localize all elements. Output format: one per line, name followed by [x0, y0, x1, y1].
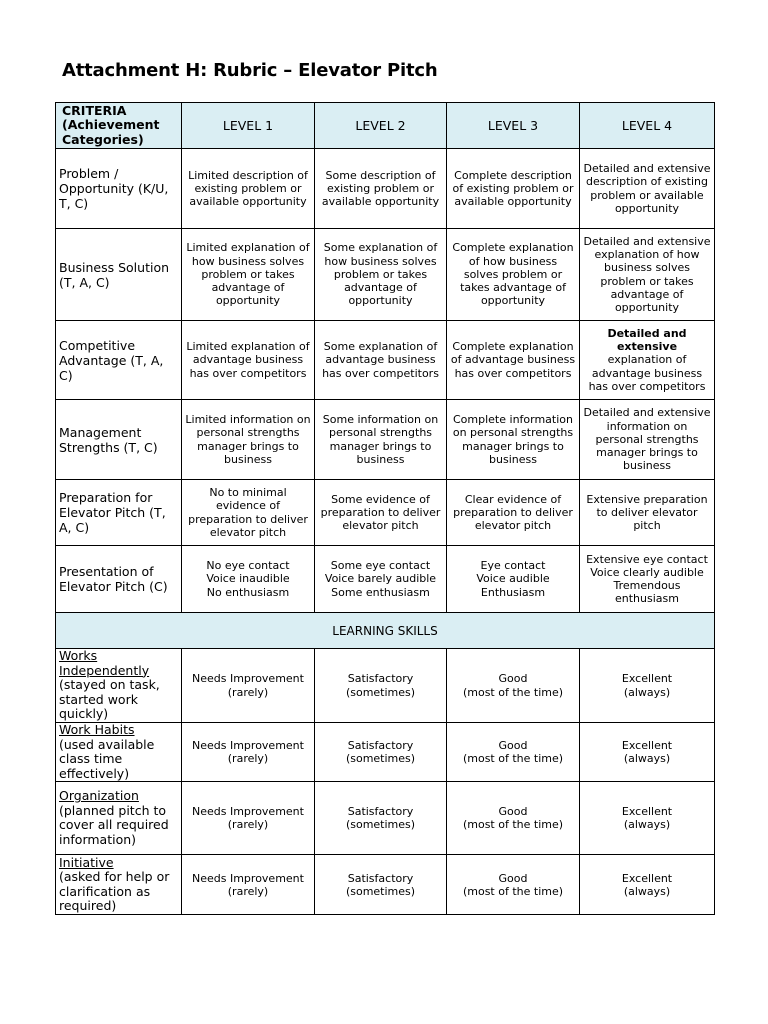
criterion-row-business-solution: [56, 229, 715, 321]
level-label: Satisfactory: [347, 672, 414, 686]
level-label: Needs Improvement: [192, 672, 304, 686]
cell-line: Extensive eye contact: [586, 552, 708, 566]
document-title: Attachment H: Rubric – Elevator Pitch: [62, 60, 438, 81]
level-3-cell: Clear evidence of preparation to deliver elevator pitch: [447, 480, 580, 546]
level-label: Excellent: [621, 805, 673, 819]
level-label: Needs Improvement: [192, 738, 304, 752]
criterion-label: Business Solution (T, A, C): [56, 229, 182, 321]
level-4-header: LEVEL 4: [580, 103, 715, 149]
cell-line: Some eye contact: [330, 559, 431, 573]
cell-line: Some enthusiasm: [331, 585, 430, 599]
skill-label: [56, 855, 182, 915]
level-frequency: (most of the time): [462, 752, 564, 766]
level-2-cell: Some explanation of advantage business has over competitors: [315, 321, 447, 400]
level-4-cell: Extensive preparation to deliver elevator pitch: [580, 480, 715, 546]
cell-line: Eye contact: [480, 559, 546, 573]
level-4-cell: [580, 546, 715, 613]
level-4-cell: Detailed and extensive explanation of how business solves problem or takes advantage of opportunity: [580, 229, 715, 321]
level-1-cell: Limited information on personal strengths manager brings to business: [182, 400, 315, 480]
cell-line: Voice clearly audible: [590, 565, 704, 579]
rubric-table: [55, 102, 715, 915]
cell-line: No enthusiasm: [206, 585, 290, 599]
skill-description: (asked for help or clarification as required): [59, 869, 170, 914]
level-frequency: (sometimes): [345, 818, 416, 832]
level-label: Excellent: [621, 672, 673, 686]
level-4-text: explanation of advantage business has over competitors: [588, 353, 706, 393]
skill-row-work-habits: [56, 723, 715, 782]
level-label: Needs Improvement: [192, 805, 304, 819]
criterion-row-management-strengths: [56, 400, 715, 480]
skill-label: [56, 723, 182, 782]
skill-level-3-cell: [447, 782, 580, 855]
skill-level-3-cell: [447, 855, 580, 915]
level-2-cell: Some explanation of how business solves problem or takes advantage of opportunity: [315, 229, 447, 321]
level-4-cell: [580, 321, 715, 400]
level-2-header: LEVEL 2: [315, 103, 447, 149]
level-frequency: (always): [623, 884, 671, 898]
level-3-cell: Complete explanation of how business solves problem or takes advantage of opportunity: [447, 229, 580, 321]
skill-description: (planned pitch to cover all required information): [59, 802, 169, 847]
criterion-row-competitive-advantage: [56, 321, 715, 400]
level-label: Excellent: [621, 738, 673, 752]
criterion-label: Preparation for Elevator Pitch (T, A, C): [56, 480, 182, 546]
level-frequency: (sometimes): [345, 685, 416, 699]
level-frequency: (sometimes): [345, 752, 416, 766]
skill-label: [56, 649, 182, 723]
skill-label: [56, 782, 182, 855]
skill-level-2-cell: [315, 723, 447, 782]
level-frequency: (sometimes): [345, 884, 416, 898]
criterion-label: Problem / Opportunity (K/U, T, C): [56, 149, 182, 229]
learning-skills-heading: LEARNING SKILLS: [56, 613, 715, 649]
criterion-row-problem: [56, 149, 715, 229]
cell-line: Enthusiasm: [480, 585, 546, 599]
level-label: Good: [498, 672, 528, 686]
level-frequency: (always): [623, 818, 671, 832]
level-3-cell: Complete information on personal strengths manager brings to business: [447, 400, 580, 480]
skill-name: Work Habits: [59, 722, 135, 737]
level-1-cell: Limited description of existing problem or available opportunity: [182, 149, 315, 229]
level-1-header: LEVEL 1: [182, 103, 315, 149]
level-4-cell: Detailed and extensive information on personal strengths manager brings to business: [580, 400, 715, 480]
criterion-row-preparation: [56, 480, 715, 546]
level-frequency: (most of the time): [462, 818, 564, 832]
skill-level-2-cell: [315, 782, 447, 855]
level-2-cell: Some information on personal strengths manager brings to business: [315, 400, 447, 480]
skill-name: Organization: [59, 788, 139, 804]
level-3-cell: Complete explanation of advantage business has over competitors: [447, 321, 580, 400]
level-4-emphasis: Detailed and extensive: [607, 326, 687, 354]
skill-level-2-cell: [315, 855, 447, 915]
criteria-header: CRITERIA (Achievement Categories): [56, 103, 182, 149]
skill-level-4-cell: [580, 855, 715, 915]
skill-level-1-cell: [182, 782, 315, 855]
level-frequency: (always): [623, 685, 671, 699]
skill-level-2-cell: [315, 649, 447, 723]
level-1-cell: No to minimal evidence of preparation to deliver elevator pitch: [182, 480, 315, 546]
level-1-cell: Limited explanation of how business solves problem or takes advantage of opportunity: [182, 229, 315, 321]
skill-level-4-cell: [580, 723, 715, 782]
level-frequency: (rarely): [227, 884, 269, 898]
level-2-cell: Some description of existing problem or available opportunity: [315, 149, 447, 229]
level-frequency: (most of the time): [462, 884, 564, 898]
level-frequency: (rarely): [227, 752, 269, 766]
cell-line: Tremendous enthusiasm: [613, 579, 681, 606]
skill-row-initiative: [56, 855, 715, 915]
cell-line: Voice inaudible: [206, 572, 290, 586]
skill-level-3-cell: [447, 649, 580, 723]
level-frequency: (most of the time): [462, 685, 564, 699]
level-2-cell: [315, 546, 447, 613]
skill-level-1-cell: [182, 855, 315, 915]
skill-row-organization: [56, 782, 715, 855]
skill-level-1-cell: [182, 649, 315, 723]
level-3-header: LEVEL 3: [447, 103, 580, 149]
criterion-label: Presentation of Elevator Pitch (C): [56, 546, 182, 613]
level-label: Satisfactory: [347, 738, 414, 752]
level-1-cell: [182, 546, 315, 613]
skill-level-4-cell: [580, 649, 715, 723]
skill-name: Works Independently: [59, 648, 150, 678]
skill-level-4-cell: [580, 782, 715, 855]
level-frequency: (rarely): [227, 818, 269, 832]
level-label: Satisfactory: [347, 871, 414, 885]
skill-level-3-cell: [447, 723, 580, 782]
cell-line: Voice barely audible: [324, 572, 437, 586]
skill-level-1-cell: [182, 723, 315, 782]
learning-skills-band: [56, 613, 715, 649]
criterion-label: Competitive Advantage (T, A, C): [56, 321, 182, 400]
level-label: Excellent: [621, 871, 673, 885]
level-3-cell: Complete description of existing problem or available opportunity: [447, 149, 580, 229]
level-label: Needs Improvement: [192, 871, 304, 885]
level-label: Good: [498, 805, 528, 819]
level-frequency: (rarely): [227, 685, 269, 699]
level-3-cell: [447, 546, 580, 613]
criterion-label: Management Strengths (T, C): [56, 400, 182, 480]
level-2-cell: Some evidence of preparation to deliver elevator pitch: [315, 480, 447, 546]
level-1-cell: Limited explanation of advantage business has over competitors: [182, 321, 315, 400]
skill-description: (stayed on task, started work quickly): [59, 677, 160, 722]
level-label: Satisfactory: [347, 805, 414, 819]
skill-name: Initiative: [59, 854, 114, 870]
level-4-cell: Detailed and extensive description of existing problem or available opportunity: [580, 149, 715, 229]
criterion-row-presentation: [56, 546, 715, 613]
cell-line: No eye contact: [206, 559, 290, 573]
cell-line: Voice audible: [476, 572, 550, 586]
skill-description: (used available class time effectively): [59, 736, 155, 781]
level-label: Good: [498, 738, 528, 752]
header-row: [56, 103, 715, 149]
skill-row-works-independently: [56, 649, 715, 723]
level-frequency: (always): [623, 752, 671, 766]
level-label: Good: [498, 871, 528, 885]
